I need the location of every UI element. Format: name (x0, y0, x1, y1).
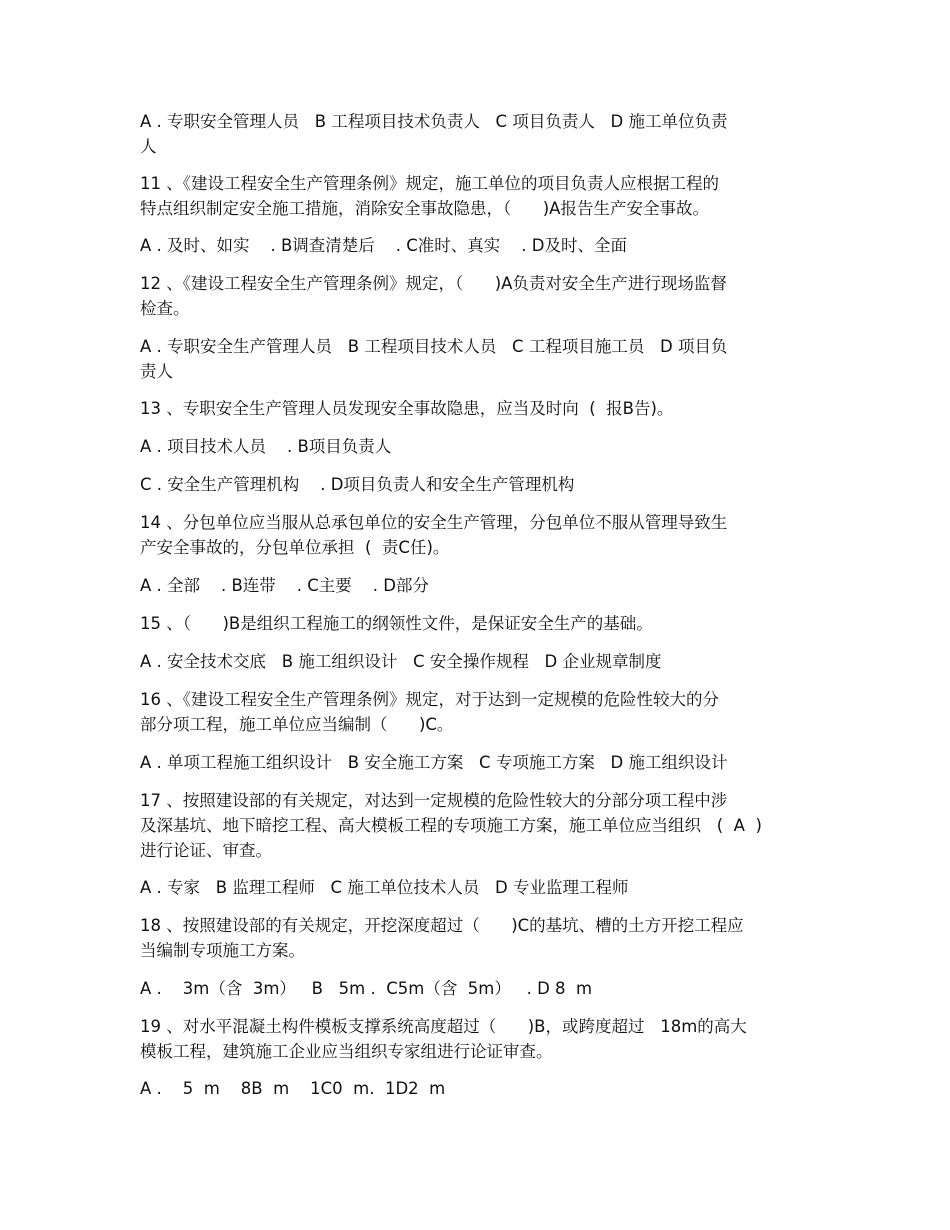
q12-text-line2: 检查。 (140, 299, 190, 318)
q12-text-line1: 12 、《建设工程安全生产管理条例》规定，（ )A负责对安全生产进行现场监督 (140, 274, 727, 293)
q18-text-line1: 18 、按照建设部的有关规定，开挖深度超过（ )C的基坑、槽的土方开挖工程应 (140, 916, 744, 935)
q19-text-line2: 模板工程，建筑施工企业应当组织专家组进行论证审查。 (140, 1042, 553, 1061)
q10-options-line1: A . 专职安全管理人员 B 工程项目技术负责人 C 项目负责人 D 施工单位负责 (140, 112, 728, 131)
q16-options: A . 单项工程施工组织设计 B 安全施工方案 C 专项施工方案 D 施工组织设计 (140, 753, 728, 772)
q19-options: A . 5 m 8B m 1C0 m. 1D2 m (140, 1079, 446, 1098)
q12-options-line2: 责人 (140, 362, 173, 381)
q16-text-line1: 16 、《建设工程安全生产管理条例》规定，对于达到一定规模的危险性较大的分 (140, 690, 719, 709)
q14-text-line1: 14 、分包单位应当服从总承包单位的安全生产管理，分包单位不服从管理导致生 (140, 513, 728, 532)
q13-options-line2: C . 安全生产管理机构 . D项目负责人和安全生产管理机构 (140, 475, 575, 494)
q19-text-line1: 19 、对水平混凝土构件模板支撑系统高度超过（ )B，或跨度超过 18m的高大 (140, 1017, 747, 1036)
q16-text-line2: 部分项工程，施工单位应当编制（ )C。 (140, 715, 454, 734)
q15-options: A . 安全技术交底 B 施工组织设计 C 安全操作规程 D 企业规章制度 (140, 652, 662, 671)
q10-options-line2: 人 (140, 137, 157, 156)
q14-options: A . 全部 . B连带 . C主要 . D部分 (140, 576, 429, 595)
q17-text-line1: 17 、按照建设部的有关规定，对达到一定规模的危险性较大的分部分项工程中涉 (140, 791, 728, 810)
q11-text-line1: 11 、《建设工程安全生产管理条例》规定，施工单位的项目负责人应根据工程的 (140, 174, 719, 193)
q17-text-line3: 进行论证、审查。 (140, 841, 272, 860)
q11-text-line2: 特点组织制定安全施工措施，消除安全事故隐患，（ )A报告生产安全事故。 (140, 199, 709, 218)
q18-options: A . 3m（含 3m） B 5m . C5m（含 5m） . D 8 m (140, 979, 593, 998)
q18-text-line2: 当编制专项施工方案。 (140, 941, 305, 960)
q12-options-line1: A . 专职安全生产管理人员 B 工程项目技术人员 C 工程项目施工员 D 项目负 (140, 337, 728, 356)
q15-text: 15 、（ )B是组织工程施工的纲领性文件，是保证安全生产的基础。 (140, 614, 653, 633)
q14-text-line2: 产安全事故的，分包单位承担 ( 责C任)。 (140, 538, 450, 557)
q11-options: A . 及时、如实 . B调查清楚后 . C准时、真实 . D及时、全面 (140, 236, 627, 255)
q17-options: A . 专家 B 监理工程师 C 施工单位技术人员 D 专业监理工程师 (140, 878, 629, 897)
q17-text-line2: 及深基坑、地下暗挖工程、高大模板工程的专项施工方案，施工单位应当组织 ( A ) (140, 816, 762, 835)
q13-options-line1: A . 项目技术人员 . B项目负责人 (140, 437, 392, 456)
q13-text: 13 、专职安全生产管理人员发现安全事故隐患，应当及时向 ( 报B告)。 (140, 399, 674, 418)
